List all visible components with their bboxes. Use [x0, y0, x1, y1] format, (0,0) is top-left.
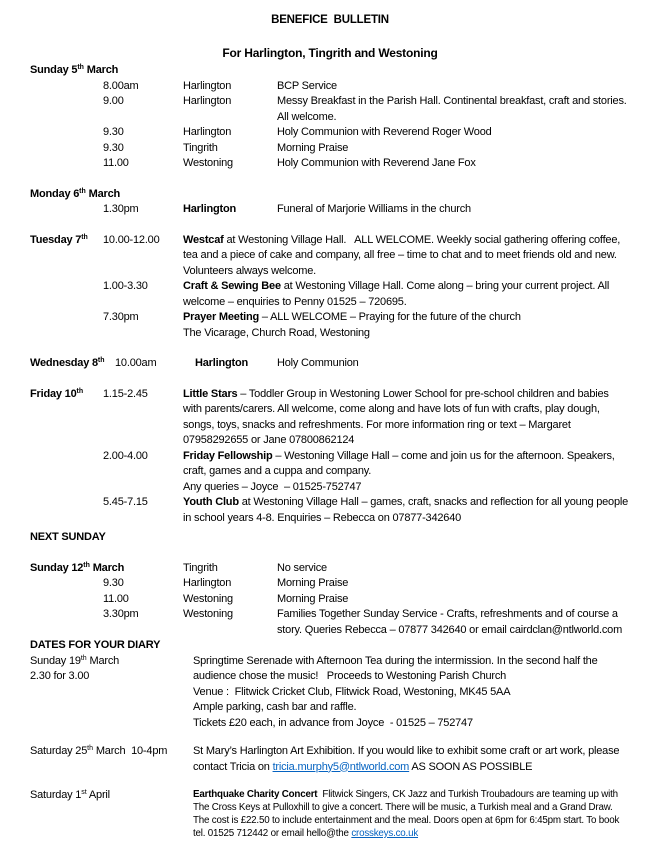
description-cell: Earthquake Charity Concert Flitwick Singers, CK Jazz and Turkish Troubadours are teaming up with The Cross Keys at Pulloxhill to give a concert. There will be music, a Turkish meal and a Grand Draw. The cost is £22.50 to include entertainment and the meal. Doors open at 6pm for 6:45pm start. To book tel. 01525 712442 or email hello@the crosskeys.co.uk	[193, 789, 620, 839]
location-cell: Westoning	[183, 157, 233, 169]
time-cell: 8.00am	[103, 79, 139, 92]
event-row	[30, 279, 630, 310]
event-row	[30, 310, 630, 341]
location-cell: Harlington	[183, 95, 232, 107]
time-cell: 3.30pm	[103, 608, 139, 620]
date-cell: Sunday 19th March 2.30 for 3.00	[30, 654, 193, 685]
time-cell: 1.00-3.30	[103, 280, 148, 292]
description-cell: BCP Service	[277, 79, 337, 92]
ordinal-suffix: st	[81, 789, 87, 796]
service-row	[30, 79, 630, 95]
description-cell: No service	[277, 561, 327, 574]
ordinal-suffix: th	[83, 561, 90, 569]
location-cell: Westoning	[183, 592, 233, 605]
time-cell: 11.00	[103, 592, 129, 605]
day-header-wednesday-8: Wednesday 8th	[30, 357, 105, 369]
service-row	[30, 94, 630, 125]
event-row	[30, 387, 630, 449]
description-cell: Westcaf at Westoning Village Hall. ALL WELCOME. Weekly social gathering offering coffee, tea and a piece of cake and company, all free – time to chat and to meet friends old and new. Volunteers always welcome.	[183, 233, 621, 277]
description-line: Any queries – Joyce – 01525-752747	[183, 480, 362, 493]
description-cell: Holy Communion with Reverend Jane Fox	[277, 157, 476, 169]
diary-entry	[30, 744, 630, 775]
description-cell: Funeral of Marjorie Williams in the church	[277, 203, 471, 215]
location-cell: Tingrith	[183, 561, 218, 574]
ordinal-suffix: th	[76, 387, 84, 395]
description-cell: Youth Club at Westoning Village Hall – games, craft, snacks and reflection for all young people in school years 4-8. Enquiries – Rebecca on 07877-342640	[183, 496, 629, 524]
event-name: Craft & Sewing Bee	[183, 280, 281, 292]
description-cell: St Mary’s Harlington Art Exhibition. If you would like to exhibit some craft or art work, please contact Tricia on tricia.murphy5@ntlworld.com AS SOON AS POSSIBLE	[193, 745, 620, 773]
ordinal-suffix: th	[81, 233, 88, 241]
location-cell: Harlington	[183, 577, 232, 589]
date-line2: 2.30 for 3.00	[30, 670, 90, 682]
day-header-tuesday-7: Tuesday 7th	[30, 233, 88, 246]
service-row	[30, 125, 630, 141]
ordinal-suffix: th	[77, 64, 84, 71]
event-name: Earthquake Charity Concert	[193, 789, 318, 800]
description-cell: Little Stars – Toddler Group in Westoning Lower School for pre-school children and babies with parents/carers. All welcome, come along and have lots of fun with crafts, play dough, songs, toys, snacks and refreshments. For more information ring or text – Margaret 07958292655 or Jane 07800862124	[183, 387, 609, 446]
time-cell: 9.30	[103, 141, 124, 154]
service-row	[30, 592, 630, 608]
event-name: Prayer Meeting	[183, 311, 260, 323]
diary-heading: DATES FOR YOUR DIARY	[30, 639, 161, 651]
time-cell: 10.00am	[115, 357, 157, 369]
description-cell: Holy Communion with Reverend Roger Wood	[277, 126, 492, 138]
event-row	[30, 495, 630, 526]
ordinal-suffix: th	[87, 745, 93, 752]
description-line: Springtime Serenade with Afternoon Tea during the intermission. In the second half the audience chose the music! Proceeds to Westoning Parish Church	[193, 654, 598, 682]
service-row	[30, 141, 630, 157]
location-cell: Harlington	[195, 357, 248, 369]
day-header-monday-6: Monday 6th March	[30, 187, 121, 200]
service-row	[30, 576, 630, 592]
day-header-friday-10: Friday 10th	[30, 387, 84, 400]
description-cell: Holy Communion	[277, 357, 359, 369]
description-cell: Messy Breakfast in the Parish Hall. Continental breakfast, craft and stories. All welcome.	[277, 95, 627, 123]
description-cell: Morning Praise	[277, 577, 349, 589]
time-cell: 1.30pm	[103, 203, 139, 215]
service-row	[30, 356, 630, 372]
day-header-sunday-5: Sunday 5th March	[30, 64, 119, 76]
description-cell: Craft & Sewing Bee at Westoning Village Hall. Come along – bring your current project. All welcome – enquiries to Penny 01525 – 720695.	[183, 280, 610, 308]
time-cell: 9.30	[103, 577, 124, 589]
date-cell: Saturday 25th March 10-4pm	[30, 745, 168, 757]
description-line: The Vicarage, Church Road, Westoning	[183, 326, 370, 339]
description-cell: Morning Praise	[277, 592, 349, 605]
day-header-sunday-12: Sunday 12th March	[30, 561, 125, 574]
event-row	[30, 233, 630, 280]
description-cell	[193, 654, 630, 732]
description-cell: Friday Fellowship – Westoning Village Hall – come and join us for the afternoon. Speakers, craft, games and a cuppa and company. Any queries – Joyce – 01525-752747	[183, 449, 630, 496]
time-cell: 2.00-4.00	[103, 449, 148, 462]
time-cell: 11.00	[103, 157, 129, 169]
time-cell: 1.15-2.45	[103, 387, 148, 400]
time-cell: 10.00-12.00	[103, 233, 160, 246]
description-cell: Families Together Sunday Service - Crafts, refreshments and of course a story. Queries Rebecca – 07877 342640 or email cairdclan@ntlworld.com	[277, 608, 623, 636]
event-name: Westcaf	[183, 233, 224, 246]
bulletin-title: BENEFICE BULLETIN	[271, 14, 389, 26]
date-cell: Saturday 1st April	[30, 789, 110, 801]
service-row	[30, 156, 630, 172]
location-cell: Harlington	[183, 79, 232, 92]
description-line: Tickets £20 each, in advance from Joyce - 01525 – 752747	[193, 716, 473, 729]
event-row	[30, 449, 630, 496]
description-cell: Prayer Meeting – ALL WELCOME – Praying for the future of the church The Vicarage, Church Road, Westoning	[183, 310, 630, 341]
service-row	[30, 202, 630, 218]
website-link-crosskeys[interactable]: crosskeys.co.uk	[351, 828, 419, 839]
event-name: Friday Fellowship	[183, 449, 273, 462]
time-cell: 9.00	[103, 95, 124, 107]
time-cell: 7.30pm	[103, 311, 139, 323]
description-line: Ample parking, cash bar and raffle.	[193, 701, 357, 713]
email-link-tricia[interactable]: tricia.murphy5@ntlworld.com	[272, 760, 410, 773]
next-sunday-heading: NEXT SUNDAY	[30, 531, 106, 543]
service-row	[30, 607, 630, 638]
description-cell: Morning Praise	[277, 141, 349, 154]
bulletin-subtitle: For Harlington, Tingrith and Westoning	[222, 45, 438, 60]
time-cell: 5.45-7.15	[103, 496, 148, 508]
location-cell: Tingrith	[183, 141, 218, 154]
ordinal-suffix: th	[80, 654, 87, 662]
location-cell: Westoning	[183, 608, 233, 620]
location-cell: Harlington	[183, 126, 232, 138]
diary-entry	[30, 654, 630, 732]
diary-entry	[30, 788, 630, 840]
description-line: Venue : Flitwick Cricket Club, Flitwick Road, Westoning, MK45 5AA	[193, 685, 511, 698]
time-cell: 9.30	[103, 126, 124, 138]
ordinal-suffix: th	[79, 187, 86, 195]
event-name: Youth Club	[183, 496, 239, 508]
location-cell: Harlington	[183, 203, 236, 215]
event-name: Little Stars	[183, 387, 238, 400]
ordinal-suffix: th	[97, 357, 105, 364]
service-row	[30, 561, 630, 577]
